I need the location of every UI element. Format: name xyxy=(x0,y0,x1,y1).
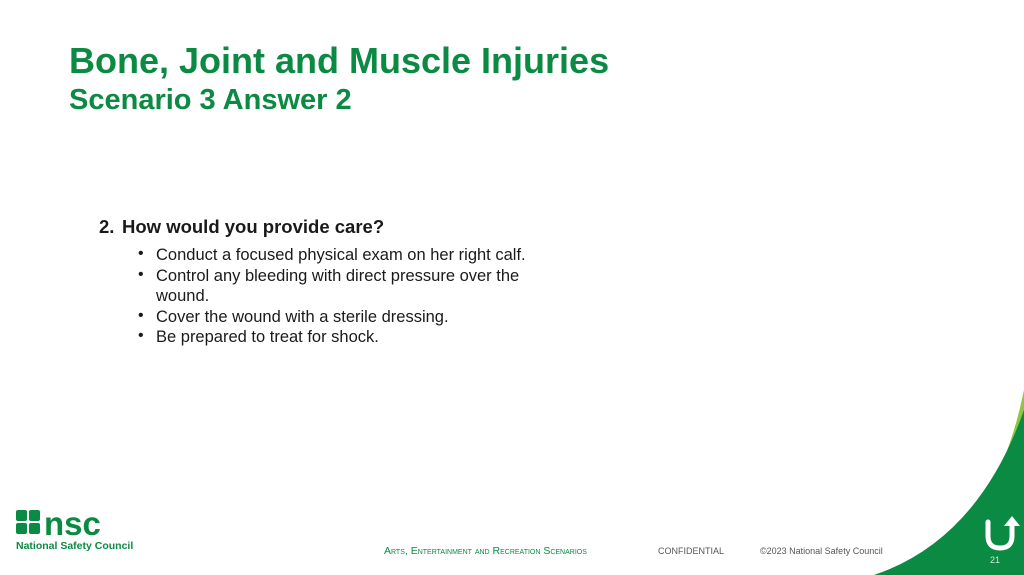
bullet-text: Be prepared to treat for shock. xyxy=(156,328,379,346)
question xyxy=(99,216,384,238)
bullet-dot: • xyxy=(138,265,144,283)
footer-copyright: ©2023 National Safety Council xyxy=(760,546,883,556)
plus-logo-icon xyxy=(16,510,40,534)
logo-wordmark: nsc xyxy=(44,508,101,540)
bullet-dot: • xyxy=(138,327,144,344)
slide-subtitle: Scenario 3 Answer 2 xyxy=(69,84,352,116)
bullet-text: Control any bleeding with direct pressure over the wound. xyxy=(156,266,520,305)
bullet-text: Cover the wound with a sterile dressing. xyxy=(156,307,449,326)
bullet-dot: • xyxy=(138,245,144,262)
footer-confidential: CONFIDENTIAL xyxy=(658,546,725,556)
bullet-item xyxy=(138,307,568,328)
bullet-item xyxy=(138,327,568,348)
bullet-dot: • xyxy=(138,306,144,324)
bullet-item xyxy=(138,266,568,307)
question-number: 2. xyxy=(99,216,115,237)
answer-bullet-list xyxy=(138,245,568,348)
corner-decoration xyxy=(860,390,1024,575)
footer-series: Arts, Entertainment and Recreation Scenarios xyxy=(384,545,587,557)
question-text: How would you provide care? xyxy=(122,216,385,237)
bullet-item xyxy=(138,245,568,266)
nsc-logo xyxy=(16,508,128,540)
logo-name: National Safety Council xyxy=(16,540,134,552)
page-number: 21 xyxy=(990,555,1001,565)
bullet-text: Conduct a focused physical exam on her right calf. xyxy=(156,246,526,264)
slide-title: Bone, Joint and Muscle Injuries xyxy=(69,40,610,81)
